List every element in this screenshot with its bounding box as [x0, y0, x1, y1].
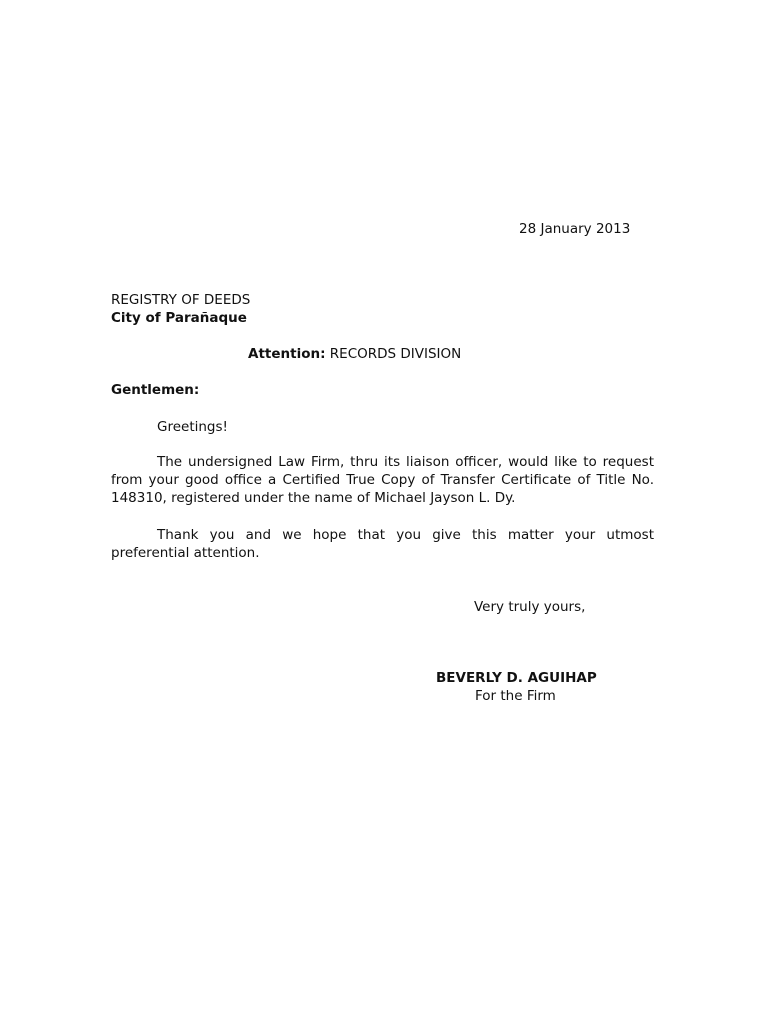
body-paragraph-request: The undersigned Law Firm, thru its liaison officer, would like to request from your good office a Certified True Copy of Transfer Certificate of Title No. 148310, registered under the name of Michael Jayson L. Dy. [111, 454, 654, 506]
salutation: Gentlemen: [111, 382, 200, 398]
letter-date: 28 January 2013 [519, 221, 631, 237]
greeting: Greetings! [157, 419, 228, 435]
addressee-line-2: City of Parañaque [111, 310, 247, 326]
attention-value: RECORDS DIVISION [329, 346, 462, 362]
body-paragraph-thanks: Thank you and we hope that you give this matter your utmost preferential attention. [111, 527, 654, 561]
attention-label: Attention: [248, 346, 326, 362]
addressee-line-1: REGISTRY OF DEEDS [111, 292, 251, 308]
signatory-role: For the Firm [475, 688, 556, 704]
signatory-name: BEVERLY D. AGUIHAP [436, 670, 597, 686]
attention-line [248, 345, 461, 363]
closing: Very truly yours, [474, 599, 586, 615]
